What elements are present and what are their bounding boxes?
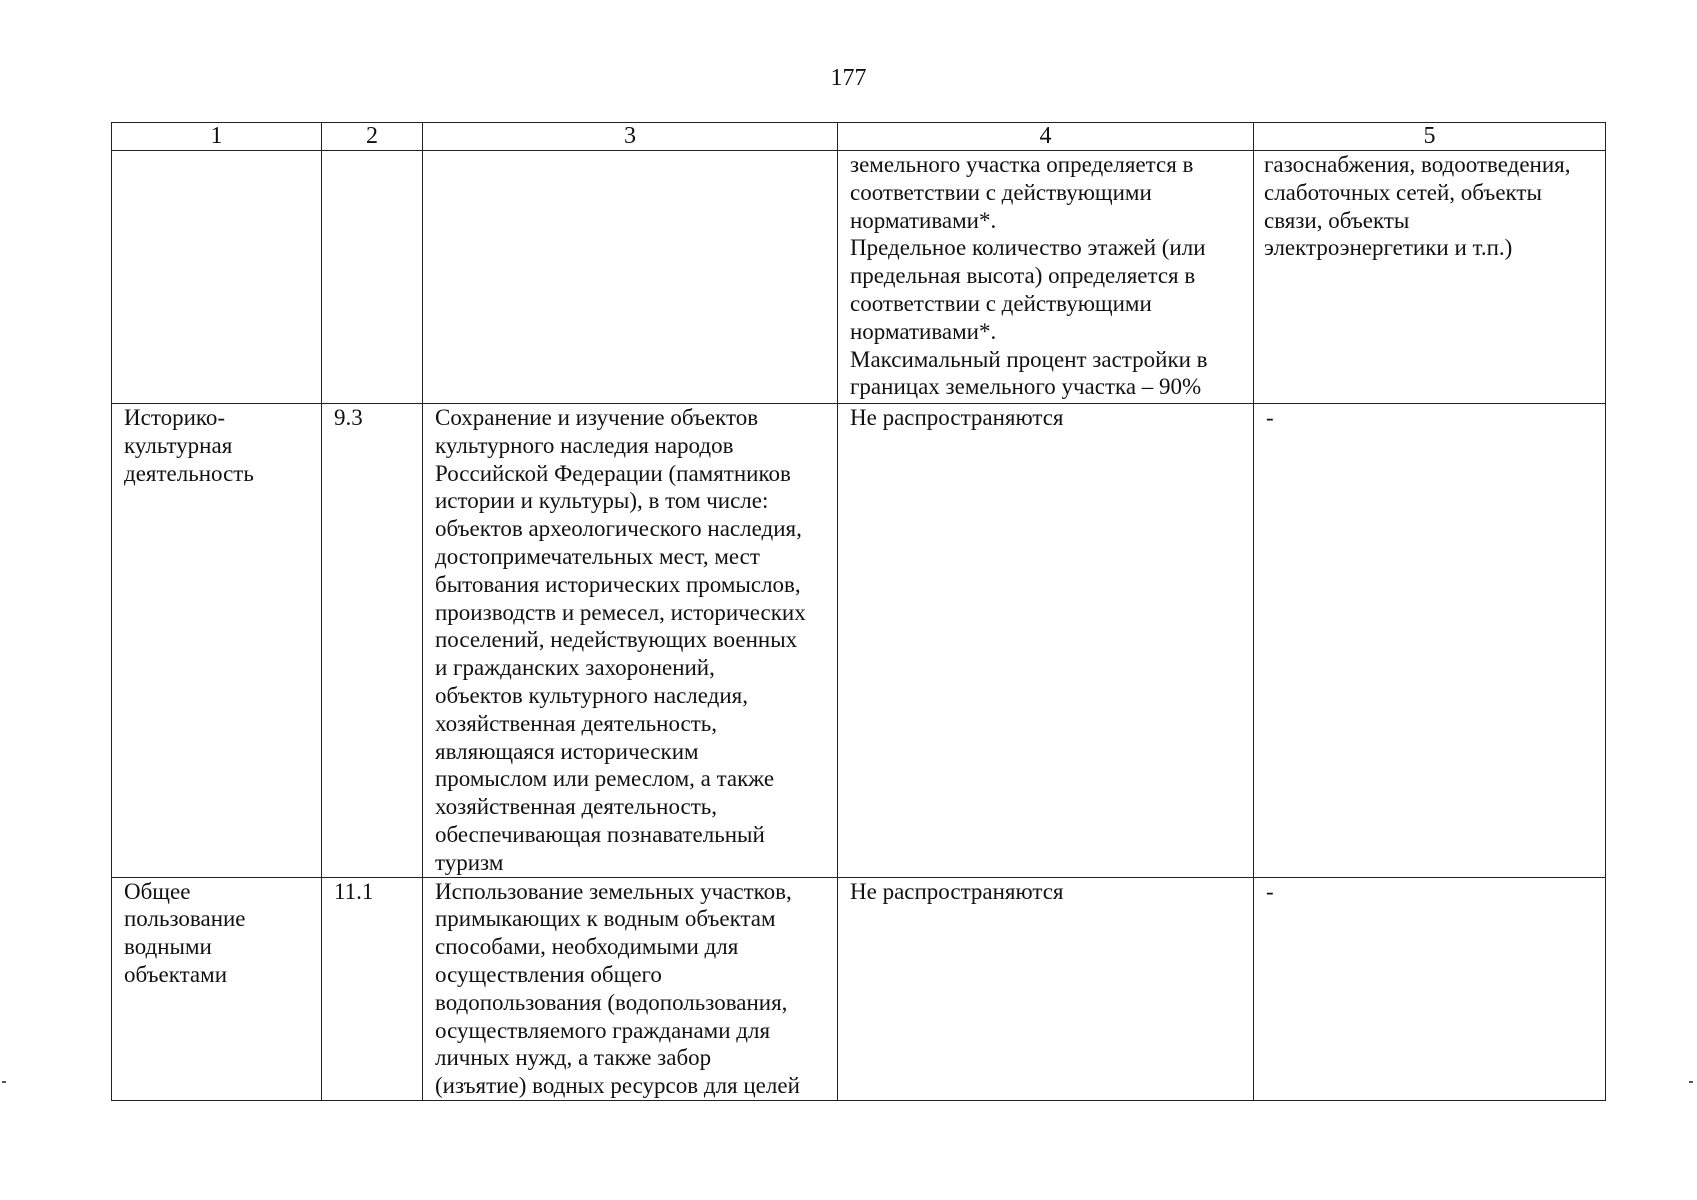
page-number: 177	[830, 65, 867, 91]
land-use-table	[111, 122, 1606, 1101]
table-header-row	[112, 123, 1606, 151]
cell-use-type	[112, 151, 322, 404]
header-cell-1: 1	[112, 123, 322, 151]
cell-description: Сохранение и изучение объектов культурного наследия народов Российской Федерации (памятников истории и культуры), в том числе: объектов археологического наследия, достопримечательных мест, мест бытования исторических промыслов, производств и ремесел, исторических поселений, недействующих военных и гражданских захоронений, объектов культурного наследия, хозяйственная деятельность, являющаяся историческим промыслом или ремеслом, а также хозяйственная деятельность, обеспечивающая познавательный туризм	[423, 404, 838, 878]
table-row	[112, 404, 1606, 878]
header-cell-4: 4	[838, 123, 1254, 151]
right-margin-mark	[1689, 1081, 1693, 1083]
cell-code	[322, 151, 423, 404]
cell-code: 9.3	[322, 404, 423, 878]
header-cell-3: 3	[423, 123, 838, 151]
cell-description	[423, 151, 838, 404]
cell-description: Использование земельных участков, примыкающих к водным объектам способами, необходимыми для осуществления общего водопользования (водопользования, осуществляемого гражданами для личных нужд, а также забор (изъятие) водных ресурсов для целей	[423, 877, 838, 1100]
table-row	[112, 877, 1606, 1100]
cell-notes: -	[1254, 404, 1606, 878]
cell-code: 11.1	[322, 877, 423, 1100]
cell-parameters: Не распространяются	[838, 404, 1254, 878]
cell-use-type: Историко- культурная деятельность	[112, 404, 322, 878]
cell-parameters: земельного участка определяется в соответствии с действующими нормативами*. Предельное количество этажей (или предельная высота) определяется в соответствии с действующими нормативами*. Максимальный процент застройки в границах земельного участка – 90%	[838, 151, 1254, 404]
cell-parameters: Не распространяются	[838, 877, 1254, 1100]
cell-use-type: Общее пользование водными объектами	[112, 877, 322, 1100]
table-row	[112, 151, 1606, 404]
header-cell-2: 2	[322, 123, 423, 151]
cell-notes: -	[1254, 877, 1606, 1100]
left-margin-mark	[2, 1081, 6, 1083]
header-cell-5: 5	[1254, 123, 1606, 151]
cell-notes: газоснабжения, водоотведения, слаботочных сетей, объекты связи, объекты электроэнергетики и т.п.)	[1254, 151, 1606, 404]
